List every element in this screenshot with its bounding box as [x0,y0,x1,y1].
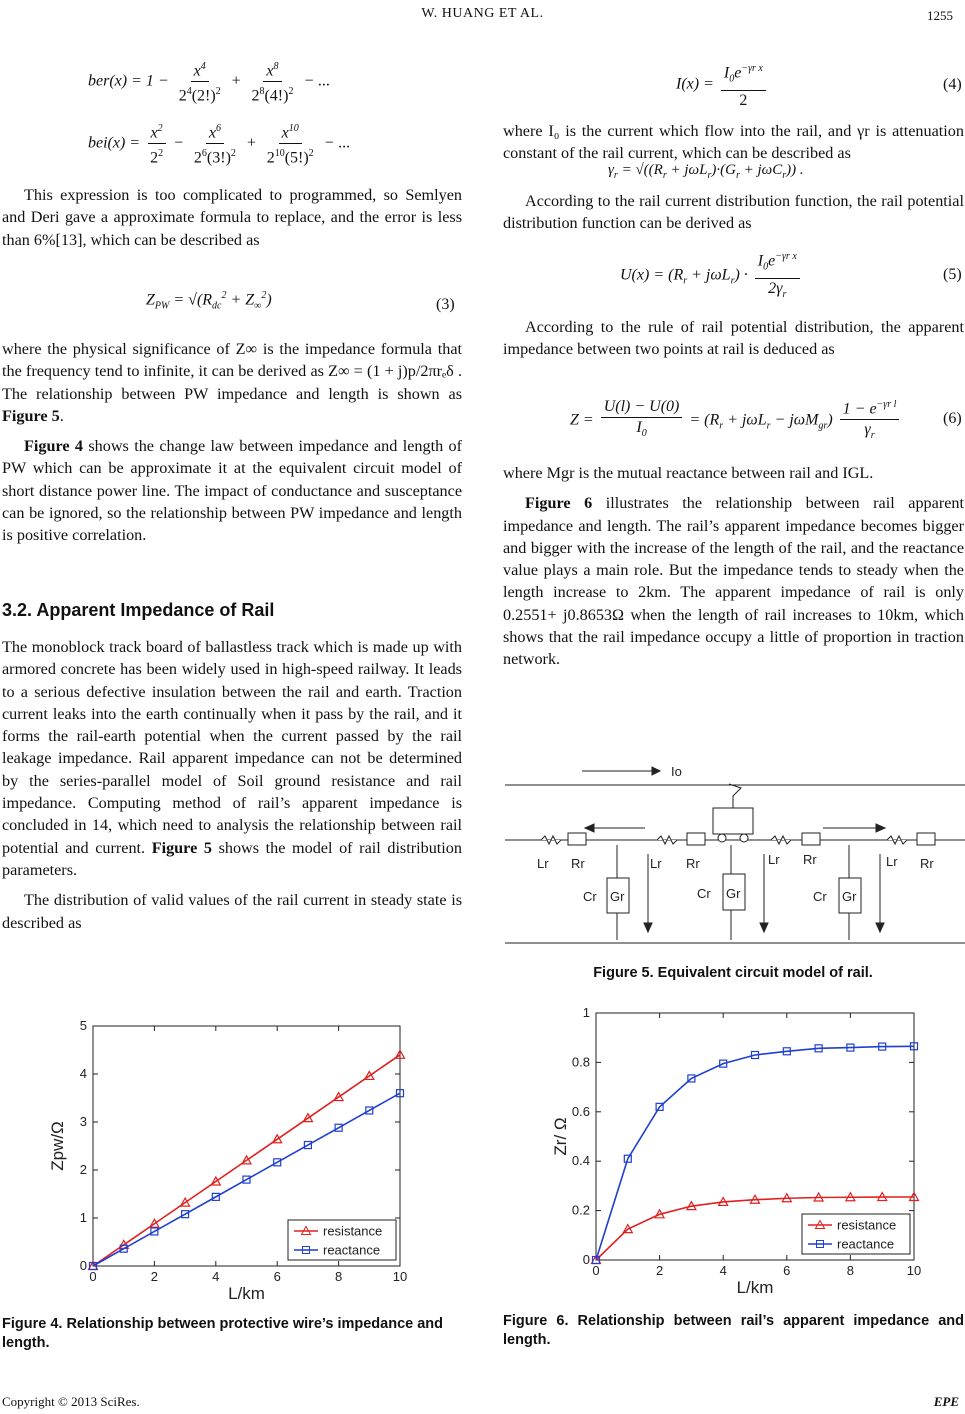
paragraph: According to the rule of rail potential distribution, the apparent impedance between two points at rail is deduced as [503,318,964,359]
equation-3-label: (3) [436,296,455,313]
x-tick-label: 0 [592,1263,600,1278]
y-axis-label: Zr/ Ω [551,1117,570,1156]
paragraph: where the physical significance of Z∞ is the impedance formula that the frequency tend to infinite, it can be derived as Z∞ = (1 + j)p/2πrₑδ . The relationship between PW impedance and length is shown as Figure 5. [2,340,462,425]
figure-6-chart [540,1005,965,1305]
y-tick-label: 0 [582,1252,590,1267]
paragraph: According to the rail current distribution function, the rail potential distribution function can be derived as [503,192,964,233]
equation-6-label: (6) [943,410,962,427]
legend-label: reactance [837,1236,895,1252]
y-tick-label: 0.2 [571,1202,590,1218]
figure-4-chart [40,1010,470,1310]
figure-5-caption: Figure 5. Equivalent circuit model of rail. [593,965,873,981]
equation-4-label: (4) [943,76,962,93]
right-text-3 [503,316,964,369]
gr-label: Gr [726,886,741,901]
rr-label: Rr [686,856,700,871]
legend-label: reactance [323,1242,381,1258]
y-tick-label: 5 [79,1018,87,1033]
y-tick-label: 0 [79,1258,87,1273]
running-header [0,0,965,26]
equation-3: $Z_{PW} = √(R_{dc}^2 + Z_\infty^2)$ [146,290,272,312]
lr-label: Lr [886,854,898,869]
lr-label: Lr [768,852,780,867]
y-tick-label: 1 [79,1210,87,1225]
right-text-2 [503,190,964,243]
y-axis-label: Zpw/Ω [48,1121,67,1171]
x-tick-label: 4 [719,1263,727,1278]
x-tick-label: 2 [150,1269,159,1284]
figure-5-circuit [505,758,965,948]
rr-label: Rr [571,856,585,871]
left-text-3 [2,636,462,942]
equation-4: I(x) = $\frac{I_0e^{-\gamma r x}}{2}$ [676,60,769,110]
paragraph: The distribution of valid values of the rail current in steady state is described as [2,891,462,932]
cr-label: Cr [697,886,711,901]
figure-6-caption: Figure 6. Relationship between rail’s apparent impedance and length. [503,1313,964,1348]
y-tick-label: 1 [582,1005,590,1020]
equation-gamma: $\gamma_r = √((R_r + j\omega L_r)\cdot(G_r + j\omega C_r))$ . [608,162,804,181]
x-axis-label: L/km [228,1284,265,1303]
rr-label: Rr [803,852,817,867]
paragraph: where I₀ is the current which flow into the rail, and γr is attenuation constant of the rail current, which can be described as [503,122,964,163]
rr-label: Rr [920,856,934,871]
y-tick-label: 0.4 [571,1153,590,1169]
paragraph: The monoblock track board of ballastless track which is made up with armored concrete has been widely used in high-speed railway. It leads to a serious defective insulation between the rail and earth. Traction current leaks into the earth continually when it pass by the rail, and it forms the rail-earth potential when the current passed by the rail leakage impedance. Rail apparent impedance can not be determined by the series-parallel model of Soil ground resistance and rail impedance. Computing method of rail’s apparent impedance is concluded in 14, which need to analysis the relationship between rail potential and current. Figure 5 shows the model of rail distribution parameters. [2,638,462,879]
left-text-1 [2,184,462,259]
y-tick-label: 3 [79,1114,87,1129]
legend-label: resistance [837,1217,897,1233]
x-axis-label: L/km [736,1278,774,1297]
section-heading: 3.2. Apparent Impedance of Rail [2,600,275,620]
lr-label: Lr [537,856,549,871]
gr-label: Gr [842,889,857,904]
gr-label: Gr [610,889,625,904]
y-tick-label: 4 [79,1066,87,1081]
y-tick-label: 0.8 [571,1054,590,1070]
figure-ref: Figure 4 [24,437,84,456]
journal-name: EPE [933,1394,959,1409]
lr-label: Lr [650,856,662,871]
right-text-4 [503,462,964,679]
equation-5-label: (5) [943,266,962,283]
x-tick-label: 10 [906,1263,922,1278]
y-tick-label: 2 [79,1162,87,1177]
paragraph: This expression is too complicated to programmed, so Semlyen and Deri gave a approximate formula to replace, and the error is less than 6%[13], which can be described as [2,186,462,249]
page-number: 1255 [927,8,953,23]
legend-label: resistance [323,1223,383,1239]
x-tick-label: 2 [655,1263,664,1278]
left-text-2 [2,338,462,555]
running-title: W. HUANG ET AL. [421,6,544,21]
equation-ber: ber(x) = 1 − $\frac{x^4}{2^4(2!)^2}$ + $\frac{x^8}{2^8(4!)^2}$ − ... [88,58,330,106]
current-label: Io [671,764,682,779]
paragraph: where Mgr is the mutual reactance between rail and IGL. [503,464,874,482]
y-tick-label: 0.6 [571,1103,590,1119]
x-tick-label: 6 [783,1263,791,1278]
equation-5: $U(x) = (R_r + j\omega L_r)$ · $\frac{I_0e^{-\gamma r x}}{2\gamma_r}$ [620,248,803,304]
x-tick-label: 8 [846,1263,855,1278]
x-tick-label: 10 [392,1269,408,1284]
figure-ref: Figure 5 [2,406,60,425]
cr-label: Cr [813,889,827,904]
equation-6: Z = $\frac{U(l) - U(0)}{I_0}$ = $(R_r + j\omega L_r - j\omega M_{gr})$ $\frac{1 - e^{-\gamma r l}}{\gamma_r}$ [570,396,902,446]
paragraph: Figure 4 shows the change law between impedance and length of PW which can be approximate it at the equivalent circuit model of short distance power line. The impact of conductance and susceptance can be ignored, so the relationship between PW impedance and length is positive correlation. [2,437,462,545]
paragraph: Figure 6 illustrates the relationship between rail apparent impedance and length. The rail’s apparent impedance becomes bigger and bigger with the increase of the length of the rail, and the reactance value plays a main role. But the impedance tends to steady when the length increase to 2km. The apparent impedance of rail is only 0.2551+ j0.8653Ω when the length of rail increases to 10km, which shows that the rail impedance occupy a little of proportion in traction network. [503,494,964,669]
copyright: Copyright © 2013 SciRes. [2,1394,140,1409]
equation-bei: bei(x) = $\frac{x^2}{2^2}$ − $\frac{x^6}{2^6(3!)^2}$ + $\frac{x^{10}}{2^{10}(5!)^2}$ − ... [88,120,350,168]
figure-ref: Figure 5 [151,838,212,857]
x-tick-label: 8 [334,1269,343,1284]
x-tick-label: 0 [89,1269,97,1284]
figure-ref: Figure 6 [525,494,593,513]
figure-4-caption: Figure 4. Relationship between protective wire’s impedance and length. [2,1316,444,1351]
x-tick-label: 6 [273,1269,281,1284]
x-tick-label: 4 [212,1269,220,1284]
cr-label: Cr [583,889,597,904]
